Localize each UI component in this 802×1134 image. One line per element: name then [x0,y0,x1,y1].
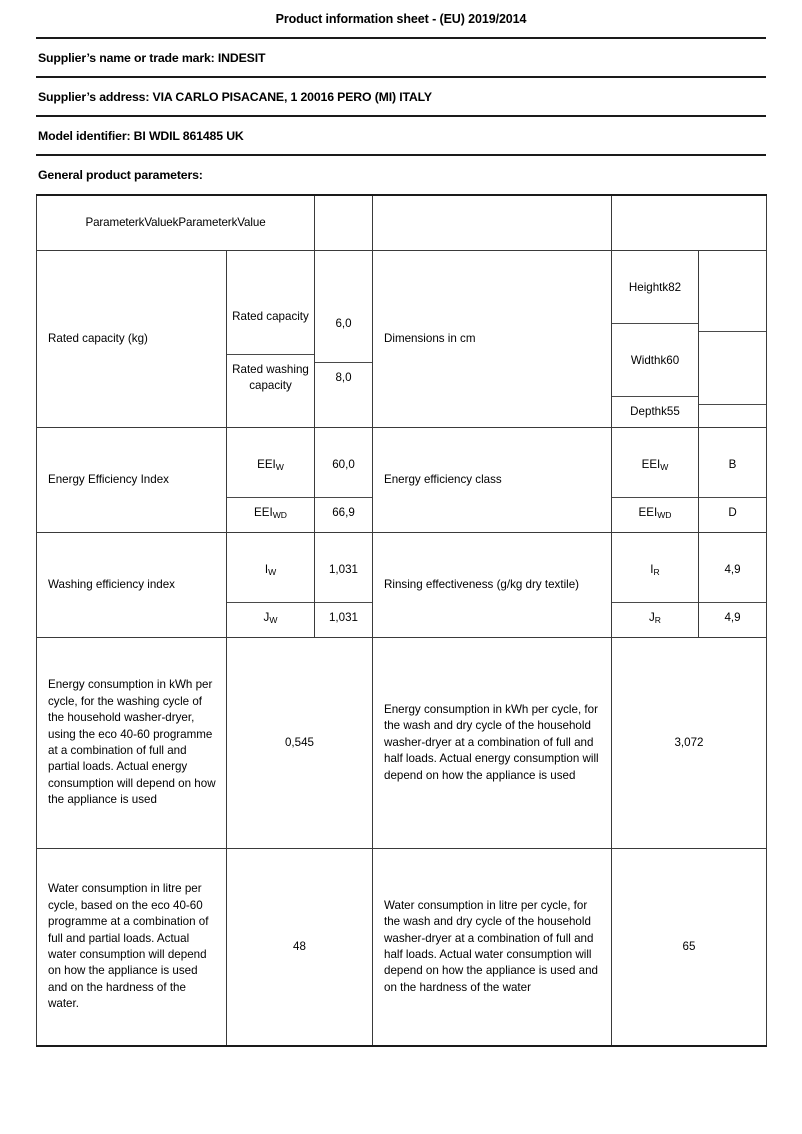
energy-class-sublabels [612,433,698,527]
energy-class-wd-value: D [728,505,737,519]
water-consumption-washdry-value: 65 [612,849,767,1047]
dimension-depth: Depthk55 [630,405,680,419]
energy-class-label: Energy efficiency class [384,473,502,487]
energy-consumption-wash-value: 0,545 [227,638,373,849]
supplier-name-row: Supplier’s name or trade mark: INDESIT [38,51,266,65]
general-product-parameters-table [36,194,767,1047]
rated-capacity-label-cell [37,251,227,428]
table-row [37,251,767,428]
energy-consumption-washdry-value: 3,072 [612,638,767,849]
eei-label: Energy Efficiency Index [48,473,169,487]
washing-iw-value: 1,031 [315,538,372,603]
table-row [37,638,767,849]
header-spacer-cell-3 [315,195,373,251]
eei-label-cell [37,428,227,533]
energy-class-sublabels-cell [612,428,699,533]
rinsing-sublabels-cell [612,533,699,638]
washing-index-label-cell [37,533,227,638]
header-label: ParameterkValuekParameterkValue [85,216,266,230]
energy-class-values-cell [699,428,767,533]
rinsing-jr-value: 4,9 [724,610,741,624]
sublabel-rated-capacity: Rated capacity [227,278,314,355]
eei-wd-value: 66,9 [332,505,355,519]
eei-w-label: $EEI_W$ [227,433,314,498]
rinsing-label: Rinsing effectiveness (g/kg dry textile) [384,578,580,592]
rinsing-ir-value: 4,9 [699,538,766,603]
eei-values [315,433,372,527]
model-identifier-row: Model identifier: BI WDIL 861485 UK [38,129,244,143]
rated-capacity-sublabels [227,278,314,400]
rinsing-values [699,538,766,632]
water-consumption-washdry-label-cell [373,849,612,1047]
dimensions-values-cell [699,251,767,428]
rinsing-values-cell [699,533,767,638]
rated-capacity-label: Rated capacity (kg) [48,332,148,346]
supplier-info-block [36,37,766,194]
washing-iw-label: $I_W$ [227,538,314,603]
dimensions-label-cell [373,251,612,428]
washing-jw-value: 1,031 [328,610,358,624]
general-parameters-heading: General product parameters: [38,168,203,182]
dimension-height: Heightk82 [612,251,698,324]
eei-sublabels-cell [227,428,315,533]
energy-consumption-wash-label: Energy consumption in kWh per cycle, for the washing cycle of the household washer-dryer, using the eco 40-60 programme at a combination of full and partial loads. Actual energy consumption will depend on how the appliance is used [48,678,216,807]
water-consumption-washdry-label: Water consumption in litre per cycle, for the wash and dry cycle of the household washer-dryer at a combination of full and half loads. Actual water consumption will depend on how the appliance is used and on the hardness of the water [384,898,599,994]
rated-capacity-values-cell [315,251,373,428]
rinsing-label-cell [373,533,612,638]
washing-jw-label: $J_W$ [263,610,278,625]
header-spacer-cell-4 [373,195,612,251]
energy-class-values [699,433,766,527]
eei-sublabels [227,433,314,527]
rated-capacity-values [315,286,372,392]
dimension-depth-value [699,405,766,420]
dimensions-items [612,251,698,426]
header-spacer-cell-5 [612,195,767,251]
dimensions-label: Dimensions in cm [384,332,476,346]
eei-w-value: 60,0 [315,433,372,498]
eei-wd-label: $EEI_{WD}$ [254,505,287,520]
energy-class-wd-label: $EEI_{WD}$ [638,505,672,520]
washing-index-sublabels [227,538,314,632]
value-rated-capacity: 6,0 [315,286,372,363]
water-consumption-wash-label-cell [37,849,227,1047]
sublabel-rated-washing-capacity: Rated washing capacity [232,363,309,392]
washing-index-values [315,538,372,632]
energy-consumption-wash-label-cell [37,638,227,849]
water-consumption-wash-value: 48 [227,849,373,1047]
eei-values-cell [315,428,373,533]
energy-class-w-label: $EEI_W$ [612,433,698,498]
page-title: Product information sheet - (EU) 2019/2014 [275,12,527,26]
washing-index-label: Washing efficiency index [48,578,175,592]
header-parameter-value-cell [37,195,315,251]
rated-capacity-sublabels-cell [227,251,315,428]
dimensions-values [699,259,766,419]
dimension-width: Widthk60 [612,324,698,397]
dimension-height-value [699,259,766,332]
water-consumption-wash-label: Water consumption in litre per cycle, based on the eco 40-60 programme at a combination of full and partial loads. Actual water consumption will depend on how the appliance is used and on the hardness of the water. [48,882,209,1011]
dimensions-items-cell [612,251,699,428]
table-row [37,849,767,1047]
value-rated-washing-capacity: 8,0 [335,370,352,384]
dimension-width-value [699,332,766,405]
washing-index-sublabels-cell [227,533,315,638]
table-row [37,428,767,533]
energy-class-label-cell [373,428,612,533]
rinsing-sublabels [612,538,698,632]
rinsing-jr-label: $J_R$ [649,610,661,625]
rinsing-ir-label: $I_R$ [612,538,698,603]
table-header-row [37,195,767,251]
supplier-address-row: Supplier’s address: VIA CARLO PISACANE, 1 20016 PERO (MI) ITALY [38,90,432,104]
table-row [37,533,767,638]
washing-index-values-cell [315,533,373,638]
energy-class-w-value: B [699,433,766,498]
energy-consumption-washdry-label-cell [373,638,612,849]
energy-consumption-washdry-label: Energy consumption in kWh per cycle, for the wash and dry cycle of the household washer-dryer at a combination of full and half loads. Actual energy consumption will depend on how the appliance is used [384,702,599,782]
